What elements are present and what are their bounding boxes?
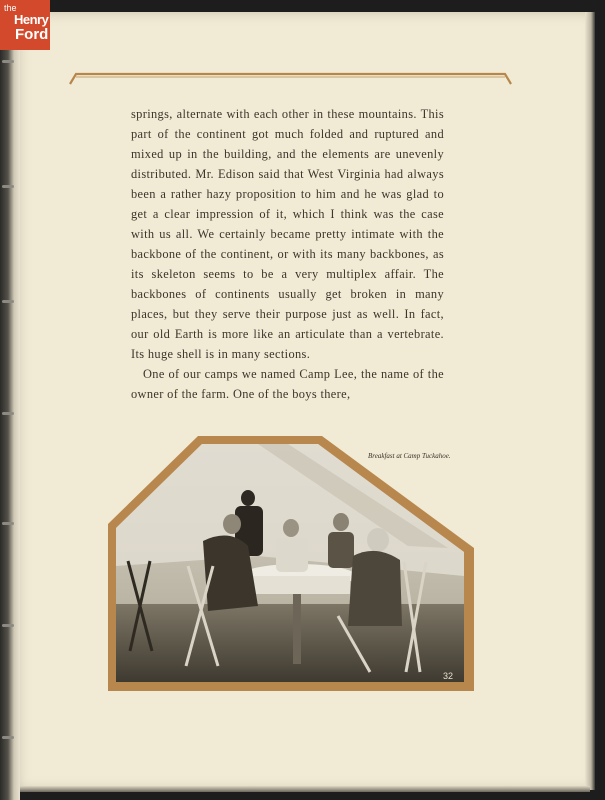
paragraph: springs, alternate with each other in these mountains. This part of the continent got much folded and ruptured and mixed up in the building, and the elements are unevenly distributed. Mr. Edison said that West Virginia had always been a rather hazy proposition to him and he was glad to get a clear impression of it, which I think was the case with us all. We certainly became pretty intimate with the backbone of the continent, or with its many backbones, as its skeleton seems to be a very multiplex affair. The backbones of continents usually get broken in many places, but they serve their purpose just as well. In fact, our old Earth is more like an articulate than a vertebrate. Its huge shell is in many sections.	[131, 107, 444, 361]
decorative-header-rule	[68, 68, 513, 88]
binding-ring	[2, 412, 14, 415]
binding-ring	[2, 60, 14, 63]
henry-ford-logo[interactable]	[0, 0, 50, 50]
binding-ring	[2, 736, 14, 739]
binding-ring	[2, 185, 14, 188]
camp-breakfast-photo	[108, 436, 474, 691]
binding-ring	[2, 624, 14, 627]
page-edge-right	[585, 12, 595, 790]
binding-ring	[2, 300, 14, 303]
body-text	[131, 104, 444, 404]
binding-ring	[2, 522, 14, 525]
page-edge-bottom	[10, 786, 590, 792]
book-binding	[0, 0, 20, 800]
logo-ford: Ford	[15, 26, 49, 43]
photo-caption: Breakfast at Camp Tuckahoe.	[368, 452, 451, 460]
paragraph: One of our camps we named Camp Lee, the name of the owner of the farm. One of the boys there,	[131, 367, 444, 401]
page-number: 32	[443, 671, 454, 681]
logo-henry: Henry	[14, 12, 49, 27]
logo-the: the	[4, 3, 17, 13]
